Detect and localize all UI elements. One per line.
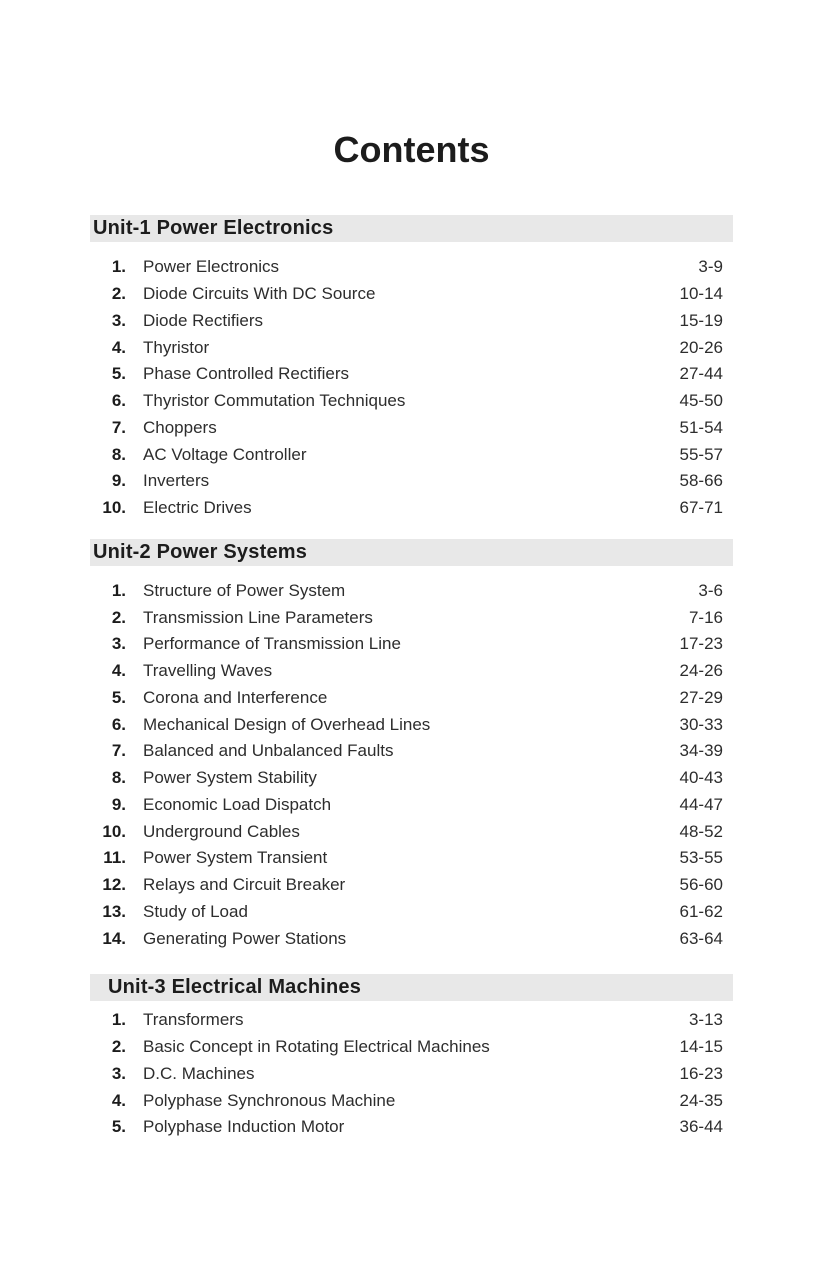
toc-entry xyxy=(90,765,733,792)
toc-entry xyxy=(90,578,733,605)
entry-number: 1. xyxy=(111,257,126,277)
toc-section xyxy=(90,539,733,953)
entry-number: 8. xyxy=(111,768,126,788)
entry-title: Travelling Waves xyxy=(143,661,273,681)
entry-number: 10. xyxy=(102,821,126,841)
entry-title: Transformers xyxy=(143,1010,244,1030)
toc-entry xyxy=(90,899,733,926)
entry-number: 11. xyxy=(103,848,126,868)
entry-page-range: 63-64 xyxy=(679,928,723,948)
entry-page-range: 24-35 xyxy=(679,1090,723,1110)
entry-number: 6. xyxy=(111,714,126,734)
entry-page-range: 27-29 xyxy=(679,687,723,707)
entry-page-range: 40-43 xyxy=(679,768,723,788)
entry-page-range: 30-33 xyxy=(679,714,723,734)
toc-entry xyxy=(90,792,733,819)
entry-number: 5. xyxy=(111,364,126,384)
entry-title: Underground Cables xyxy=(143,821,300,841)
entry-page-range: 7-16 xyxy=(688,607,723,627)
entry-page-range: 48-52 xyxy=(679,821,723,841)
entry-title: Relays and Circuit Breaker xyxy=(143,875,346,895)
toc-entry xyxy=(90,361,733,388)
entry-page-range: 10-14 xyxy=(679,284,723,304)
toc-section xyxy=(90,974,733,1141)
entry-title: Transmission Line Parameters xyxy=(143,607,373,627)
entry-title: Power Electronics xyxy=(143,257,280,277)
entry-page-range: 14-15 xyxy=(679,1037,723,1057)
toc-entry xyxy=(90,415,733,442)
entry-page-range: 24-26 xyxy=(679,661,723,681)
entry-page-range: 15-19 xyxy=(679,310,723,330)
entry-title: Diode Circuits With DC Source xyxy=(143,284,376,304)
entry-page-range: 44-47 xyxy=(679,794,723,814)
entry-number: 2. xyxy=(111,1037,126,1057)
entry-number: 3. xyxy=(111,1063,126,1083)
toc-entry xyxy=(90,711,733,738)
entry-number: 4. xyxy=(111,661,126,681)
entry-title: Polyphase Synchronous Machine xyxy=(143,1090,396,1110)
toc-entry xyxy=(90,658,733,685)
entry-number: 8. xyxy=(111,444,126,464)
unit-header: Unit-2 Power Systems xyxy=(90,539,733,566)
entry-page-range: 53-55 xyxy=(679,848,723,868)
entry-number: 9. xyxy=(111,471,126,491)
toc-entry xyxy=(90,1034,733,1061)
entry-number: 5. xyxy=(111,1117,126,1137)
entry-title: Generating Power Stations xyxy=(143,928,347,948)
toc xyxy=(90,215,733,1141)
entry-page-range: 61-62 xyxy=(679,901,723,921)
unit-header: Unit-1 Power Electronics xyxy=(90,215,733,242)
entry-title: Thyristor Commutation Techniques xyxy=(143,391,406,411)
toc-entry xyxy=(90,308,733,335)
page-title: Contents xyxy=(333,129,490,170)
toc-entry xyxy=(90,818,733,845)
entry-number: 3. xyxy=(111,634,126,654)
toc-entry xyxy=(90,388,733,415)
toc-entry xyxy=(90,495,733,522)
entry-page-range: 20-26 xyxy=(679,337,723,357)
entry-page-range: 56-60 xyxy=(679,875,723,895)
toc-entry xyxy=(90,334,733,361)
entry-page-range: 16-23 xyxy=(679,1063,723,1083)
toc-entry xyxy=(90,631,733,658)
unit-rows xyxy=(90,254,733,522)
entry-number: 1. xyxy=(111,1010,126,1030)
toc-section xyxy=(90,215,733,522)
entry-page-range: 3-6 xyxy=(698,580,723,600)
toc-entry xyxy=(90,872,733,899)
entry-title: Study of Load xyxy=(143,901,248,921)
entry-number: 13. xyxy=(102,901,126,921)
entry-title: Electric Drives xyxy=(143,498,252,518)
entry-page-range: 36-44 xyxy=(679,1117,723,1137)
entry-page-range: 17-23 xyxy=(679,634,723,654)
toc-entry xyxy=(90,738,733,765)
toc-entry xyxy=(90,1061,733,1088)
toc-entry xyxy=(90,845,733,872)
entry-title: Choppers xyxy=(143,417,217,437)
entry-title: Phase Controlled Rectifiers xyxy=(143,364,349,384)
entry-title: AC Voltage Controller xyxy=(143,444,307,464)
entry-number: 6. xyxy=(111,391,126,411)
toc-entry xyxy=(90,685,733,712)
entry-number: 2. xyxy=(111,607,126,627)
entry-title: Polyphase Induction Motor xyxy=(143,1117,345,1137)
entry-title: Structure of Power System xyxy=(143,580,346,600)
entry-title: Power System Stability xyxy=(143,768,317,788)
entry-number: 12. xyxy=(102,875,126,895)
toc-entry xyxy=(90,925,733,952)
toc-entry xyxy=(90,254,733,281)
entry-title: Economic Load Dispatch xyxy=(143,794,332,814)
entry-number: 3. xyxy=(111,310,126,330)
unit-rows xyxy=(90,1007,733,1141)
unit-header: Unit-3 Electrical Machines xyxy=(90,974,733,1001)
unit-rows xyxy=(90,578,733,953)
entry-number: 1. xyxy=(111,580,126,600)
entry-number: 10. xyxy=(102,498,126,518)
entry-title: Basic Concept in Rotating Electrical Machines xyxy=(143,1037,490,1057)
entry-number: 4. xyxy=(111,337,126,357)
entry-title: Corona and Interference xyxy=(143,687,328,707)
toc-entry xyxy=(90,604,733,631)
entry-page-range: 34-39 xyxy=(679,741,723,761)
entry-page-range: 27-44 xyxy=(679,364,723,384)
entry-title: Performance of Transmission Line xyxy=(143,634,401,654)
entry-page-range: 45-50 xyxy=(679,391,723,411)
entry-number: 2. xyxy=(111,284,126,304)
entry-page-range: 3-13 xyxy=(688,1010,723,1030)
entry-number: 7. xyxy=(111,417,126,437)
toc-entry xyxy=(90,1087,733,1114)
entry-title: Diode Rectifiers xyxy=(143,310,263,330)
entry-title: Balanced and Unbalanced Faults xyxy=(143,741,394,761)
entry-title: Inverters xyxy=(143,471,210,491)
entry-page-range: 51-54 xyxy=(679,417,723,437)
entry-title: Power System Transient xyxy=(143,848,328,868)
toc-entry xyxy=(90,1007,733,1034)
entry-number: 14. xyxy=(102,928,126,948)
toc-entry xyxy=(90,468,733,495)
entry-title: D.C. Machines xyxy=(143,1063,255,1083)
entry-title: Thyristor xyxy=(143,337,210,357)
entry-number: 5. xyxy=(111,687,126,707)
toc-entry xyxy=(90,281,733,308)
entry-page-range: 3-9 xyxy=(698,257,723,277)
entry-number: 9. xyxy=(111,794,126,814)
entry-number: 7. xyxy=(111,741,126,761)
entry-title: Mechanical Design of Overhead Lines xyxy=(143,714,431,734)
entry-page-range: 67-71 xyxy=(679,498,723,518)
toc-entry xyxy=(90,1114,733,1141)
entry-number: 4. xyxy=(111,1090,126,1110)
entry-page-range: 55-57 xyxy=(679,444,723,464)
toc-entry xyxy=(90,441,733,468)
entry-page-range: 58-66 xyxy=(679,471,723,491)
